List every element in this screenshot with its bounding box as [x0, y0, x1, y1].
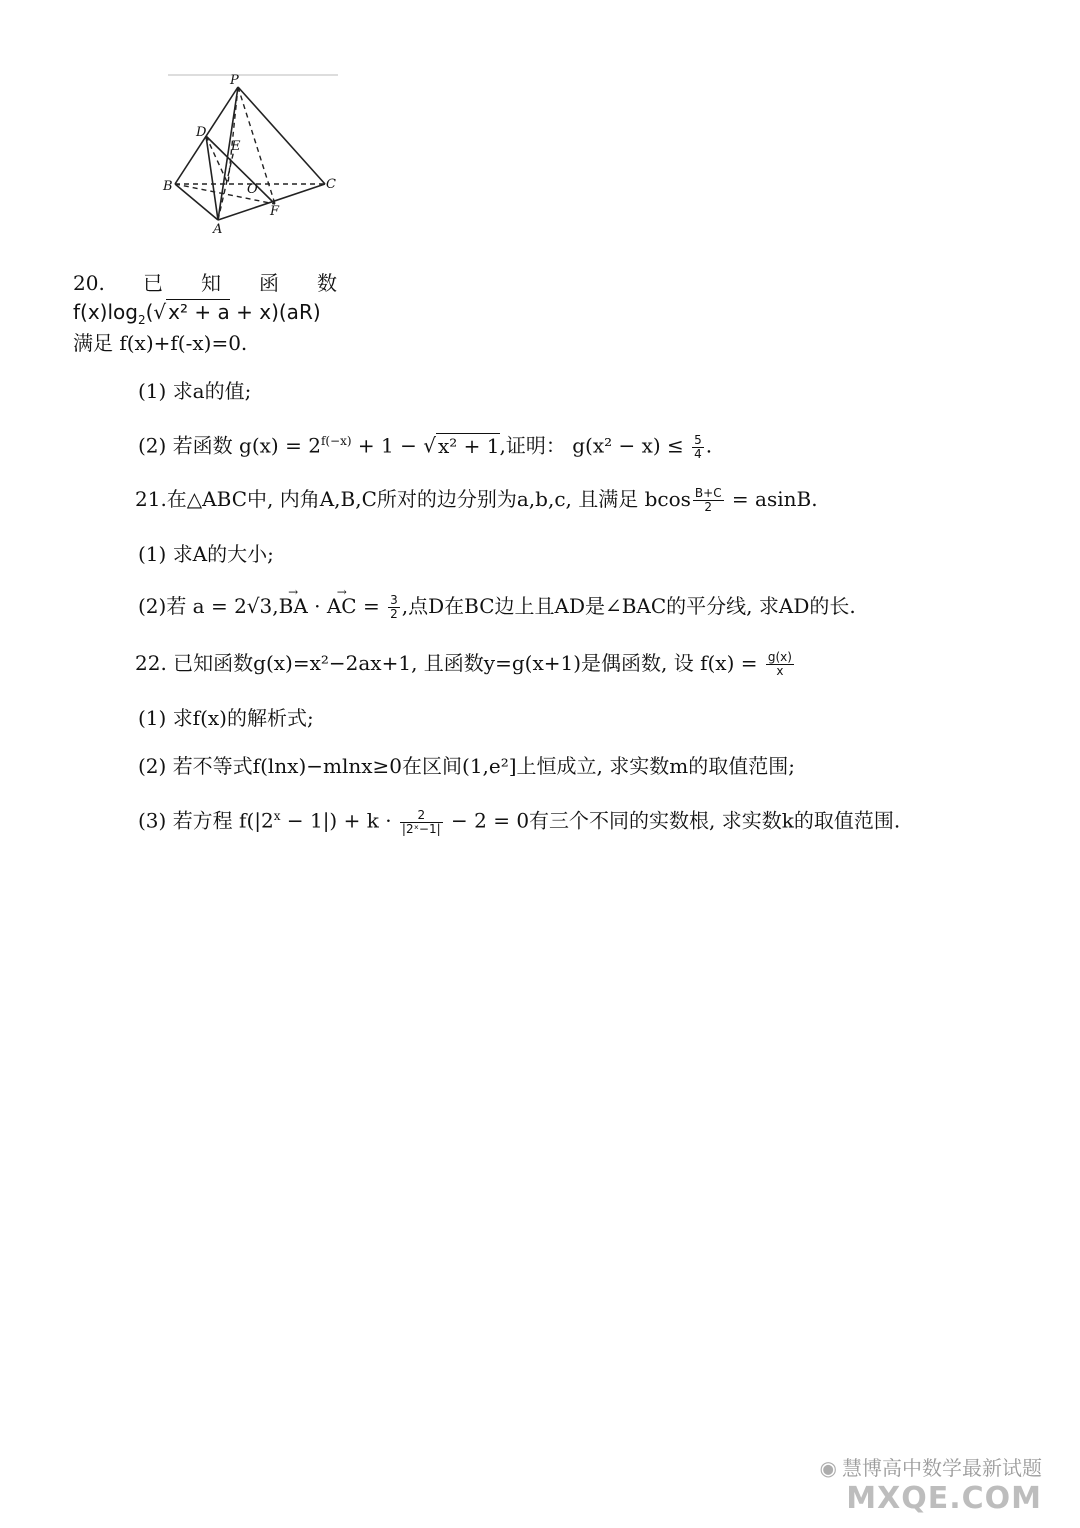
watermark-text: 慧博高中数学最新试题	[842, 1456, 1042, 1480]
q21-stem-pre: 21.在△ABC中, 内角A,B,C所对的边分别为a,b,c, 且满足 bcos	[135, 487, 691, 511]
q20-word-3: 函	[259, 271, 279, 295]
q20-part2-num: 5	[694, 432, 702, 447]
q21-part1: (1) 求A的大小;	[138, 542, 274, 566]
label-a: A	[213, 222, 223, 237]
q21-stem-num: B+C	[694, 486, 722, 500]
q21-part2-post: ,点D在BC边上且AD是∠BAC的平分线, 求AD的长.	[401, 594, 856, 618]
q21-eq: =	[356, 594, 387, 618]
q20-condition: 满足 f(x)+f(-x)=0.	[73, 331, 248, 355]
q20-part2-den: 4	[694, 446, 702, 461]
watermark-url: MXQE.COM	[846, 1481, 1042, 1516]
label-o: O	[247, 182, 258, 197]
q20-part2-sup: f(−x)	[320, 434, 352, 448]
tetrahedron-figure	[160, 70, 350, 240]
q21-part2-den: 2	[390, 607, 398, 621]
q22-part3-post: − 2 = 0有三个不同的实数根, 求实数k的取值范围.	[444, 808, 901, 833]
q20-part2-rad: x² + 1	[438, 433, 500, 458]
q20-func-tail: + x)(aR)	[236, 300, 321, 324]
q20-func-sub: 2	[137, 313, 146, 327]
q21-vector-ba: → BA	[279, 593, 308, 619]
q22-part3-pre: (3) 若方程 f(|2	[138, 808, 274, 833]
q20-number: 20.	[73, 271, 105, 295]
q22-stem-den: x	[776, 664, 784, 678]
q22-part1: (1) 求f(x)的解析式;	[138, 706, 314, 730]
watermark-icon: ◉	[819, 1456, 837, 1480]
q20-func-inner: x² + a	[168, 300, 230, 324]
q21-stem-den: 2	[704, 500, 713, 514]
q20-word-4: 数	[317, 271, 337, 295]
q20-part2-fraction	[692, 434, 704, 461]
label-f: F	[270, 204, 280, 219]
q20-part2-prove: ,证明： g(x² − x) ≤	[499, 433, 691, 458]
q21-dot: ·	[307, 594, 327, 618]
label-c: C	[326, 177, 336, 192]
q22-part3-num: 2	[400, 809, 443, 823]
q21-vector-ac: → AC	[327, 593, 357, 619]
watermark	[819, 1452, 1042, 1516]
q20-part2-end: .	[705, 433, 713, 458]
q21-part2-fraction	[388, 594, 400, 621]
q20-word-2: 知	[201, 271, 221, 295]
label-b: B	[163, 179, 173, 194]
q21-part2-pre: (2)若 a = 2√3,	[138, 594, 279, 618]
q20-part2	[138, 428, 712, 461]
q21-stem-fraction	[693, 487, 724, 514]
q22-stem-pre: 22. 已知函数g(x)=x²−2ax+1, 且函数y=g(x+1)是偶函数, 设 f(x) =	[135, 651, 764, 675]
q20-func-f: f(x)log	[73, 300, 138, 324]
q21-stem-post: = asinB.	[725, 487, 818, 511]
q20-part1: (1) 求a的值;	[138, 379, 252, 403]
q22-part3-fraction	[400, 809, 443, 836]
q22-part3-den: |2ˣ−1|	[401, 821, 441, 836]
q22-stem-num: g(x)	[767, 650, 792, 664]
q20-part2-mid: + 1 − √	[351, 433, 436, 458]
q22-part3	[138, 803, 900, 836]
q21-part2-num: 3	[390, 593, 398, 607]
q22-part3-sup: x	[273, 809, 281, 823]
label-e: E	[231, 139, 241, 154]
q22-stem	[135, 650, 796, 678]
q20-word-1: 已	[143, 271, 163, 295]
q22-stem-fraction	[766, 651, 794, 678]
q20-function-definition: $f(x)\log_2(√$ x² + a + x)(aR)	[73, 300, 321, 327]
q22-part3-mid: − 1|) + k ·	[280, 808, 398, 833]
q22-part2: (2) 若不等式f(lnx)−mlnx≥0在区间(1,e²]上恒成立, 求实数m的取值范围;	[138, 754, 795, 778]
q21-stem	[135, 486, 818, 514]
label-p: P	[230, 73, 239, 88]
label-d: D	[196, 125, 207, 140]
q21-part2	[138, 593, 856, 621]
q20-part2-pre: (2) 若函数 g(x) = 2	[138, 433, 321, 458]
